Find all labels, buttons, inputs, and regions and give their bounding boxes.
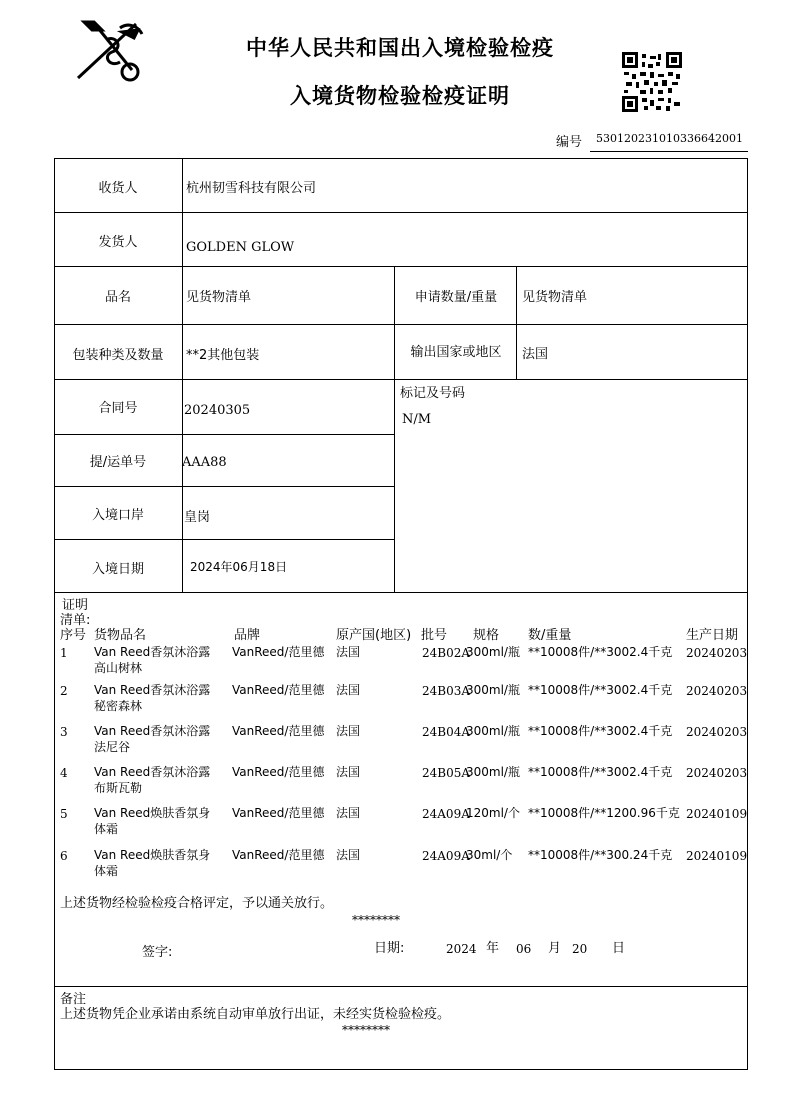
- goods-cell-name-line2: 高山树林: [94, 661, 143, 675]
- goods-cell-qty: **10008件/**3002.4千克: [528, 683, 673, 697]
- goods-cell-prod-date: 20240203: [686, 766, 748, 780]
- goods-cell-prod-date: 20240203: [686, 725, 748, 739]
- table-border-right: [747, 158, 748, 1070]
- certificate-title: 证明: [62, 598, 89, 613]
- goods-cell-name1: Van Reed焕肤香氛身: [94, 848, 211, 862]
- origin-country-value: 法国: [522, 347, 549, 362]
- goods-cell-spec: 300ml/瓶: [466, 765, 520, 779]
- goods-cell-batch: 24B04A: [422, 725, 471, 739]
- sign-month-unit: 月: [548, 941, 562, 956]
- goods-cell-origin: 法国: [336, 806, 361, 820]
- goods-cell-name1: Van Reed焕肤香氛身: [94, 806, 211, 820]
- goods-cell-batch: 24A09A: [422, 849, 470, 863]
- col-header-origin: 原产国(地区): [336, 628, 412, 643]
- goods-cell-spec: 300ml/瓶: [466, 724, 520, 738]
- quantity-value: 见货物清单: [522, 290, 588, 305]
- goods-cell-origin: 法国: [336, 645, 361, 659]
- sign-date-label: 日期:: [374, 941, 405, 956]
- list-title: 清单:: [60, 613, 91, 628]
- goods-cell-name1: Van Reed香氛沐浴露: [94, 645, 211, 659]
- goods-cell-qty: **10008件/**1200.96千克: [528, 806, 680, 820]
- goods-cell-prod-date: 20240109: [686, 849, 748, 863]
- goods-cell-qty: **10008件/**3002.4千克: [528, 724, 673, 738]
- goods-cell-origin: 法国: [336, 765, 361, 779]
- goods-cell-batch: 24B03A: [422, 684, 471, 698]
- goods-cell-brand: VanReed/范里德: [232, 645, 325, 659]
- goods-cell-brand: VanReed/范里德: [232, 683, 325, 697]
- table-border-bottom: [54, 1069, 748, 1070]
- goods-cell-name-line2: 体霜: [94, 822, 119, 836]
- goods-cell-name1: Van Reed香氛沐浴露: [94, 724, 211, 738]
- sign-day: 20: [572, 942, 588, 956]
- origin-country-label: 输出国家或地区: [410, 345, 502, 360]
- goods-cell-spec: 30ml/个: [466, 848, 513, 862]
- sign-day-unit: 日: [612, 941, 626, 956]
- entry-port-value: 皇岗: [184, 510, 211, 525]
- goods-cell-seq: 2: [60, 684, 68, 698]
- goods-cell-seq: 5: [60, 807, 68, 821]
- goods-cell-name1: Van Reed香氛沐浴露: [94, 765, 211, 779]
- bill-of-lading-value: AAA88: [182, 455, 227, 470]
- col-header-name: 货物品名: [94, 628, 147, 643]
- sign-month: 06: [516, 942, 532, 956]
- goods-cell-seq: 1: [60, 646, 68, 660]
- goods-cell-origin: 法国: [336, 724, 361, 738]
- document-subtitle: 入境货物检验检疫证明: [290, 84, 510, 108]
- row-divider: [54, 212, 748, 213]
- goods-cell-spec: 300ml/瓶: [466, 645, 520, 659]
- consignee-value: 杭州韧雪科技有限公司: [186, 181, 317, 196]
- consignee-label: 收货人: [98, 181, 138, 196]
- contract-value: 20240305: [184, 403, 251, 418]
- goods-cell-brand: VanReed/范里德: [232, 848, 325, 862]
- goods-cell-batch: 24A09A: [422, 807, 470, 821]
- document-title: 中华人民共和国出入境检验检疫: [246, 36, 554, 60]
- goods-cell-brand: VanReed/范里德: [232, 724, 325, 738]
- bill-of-lading-label: 提/运单号: [89, 455, 147, 470]
- goods-cell-name-line2: 法尼谷: [94, 740, 131, 754]
- column-divider: [394, 266, 395, 593]
- entry-port-label: 入境口岸: [91, 508, 144, 523]
- goods-cell-seq: 6: [60, 849, 68, 863]
- goods-cell-seq: 3: [60, 725, 68, 739]
- product-value: 见货物清单: [186, 290, 252, 305]
- row-divider: [54, 592, 748, 593]
- certificate-number: 530120231010336642001: [596, 132, 743, 145]
- number-underline: [590, 151, 748, 152]
- consignor-label: 发货人: [98, 235, 138, 250]
- sign-year-unit: 年: [486, 941, 500, 956]
- goods-cell-qty: **10008件/**300.24千克: [528, 848, 673, 862]
- column-divider: [516, 266, 517, 380]
- goods-cell-spec: 300ml/瓶: [466, 683, 520, 697]
- goods-cell-batch: 24B02A: [422, 646, 471, 660]
- contract-label: 合同号: [98, 401, 138, 416]
- row-divider: [54, 986, 748, 987]
- conclusion-stars: ********: [352, 913, 400, 927]
- row-divider: [54, 434, 394, 435]
- table-border-top: [54, 158, 748, 159]
- goods-cell-origin: 法国: [336, 683, 361, 697]
- goods-cell-seq: 4: [60, 766, 68, 780]
- column-divider: [182, 158, 183, 593]
- row-divider: [54, 486, 394, 487]
- row-divider: [54, 379, 748, 380]
- row-divider: [54, 324, 748, 325]
- remarks-label: 备注: [60, 992, 87, 1007]
- entry-date-value: 2024年06月18日: [190, 560, 288, 574]
- goods-cell-qty: **10008件/**3002.4千克: [528, 645, 673, 659]
- qr-code: [622, 52, 682, 112]
- signature-label: 签字:: [142, 945, 173, 960]
- goods-cell-prod-date: 20240203: [686, 684, 748, 698]
- goods-cell-origin: 法国: [336, 848, 361, 862]
- package-label: 包装种类及数量: [72, 348, 164, 363]
- goods-cell-brand: VanReed/范里德: [232, 806, 325, 820]
- goods-cell-qty: **10008件/**3002.4千克: [528, 765, 673, 779]
- goods-cell-prod-date: 20240203: [686, 646, 748, 660]
- marks-label: 标记及号码: [400, 386, 466, 401]
- goods-cell-name1: Van Reed香氛沐浴露: [94, 683, 211, 697]
- quantity-label: 申请数量/重量: [414, 290, 498, 305]
- remarks-stars: ********: [342, 1023, 390, 1037]
- col-header-spec: 规格: [473, 628, 500, 643]
- goods-cell-prod-date: 20240109: [686, 807, 748, 821]
- col-header-production-date: 生产日期: [686, 628, 739, 643]
- conclusion-text: 上述货物经检验检疫合格评定，予以通关放行。: [60, 896, 334, 911]
- goods-cell-name-line2: 体霜: [94, 864, 119, 878]
- number-label: 编号: [556, 135, 583, 150]
- marks-value: N/M: [402, 412, 432, 427]
- goods-cell-name-line2: 布斯瓦勒: [94, 781, 143, 795]
- remarks-text: 上述货物凭企业承诺由系统自动审单放行出证，未经实货检验检疫。: [60, 1007, 451, 1022]
- package-value: **2其他包装: [186, 348, 260, 363]
- col-header-qty: 数/重量: [528, 628, 572, 643]
- sign-year: 2024: [446, 942, 477, 956]
- consignor-value: GOLDEN GLOW: [186, 240, 295, 255]
- goods-cell-batch: 24B05A: [422, 766, 471, 780]
- col-header-brand: 品牌: [234, 628, 261, 643]
- goods-cell-brand: VanReed/范里德: [232, 765, 325, 779]
- product-label: 品名: [104, 290, 131, 305]
- goods-cell-name-line2: 秘密森林: [94, 699, 143, 713]
- col-header-seq: 序号: [60, 628, 87, 643]
- row-divider: [54, 539, 394, 540]
- goods-cell-spec: 120ml/个: [466, 806, 520, 820]
- row-divider: [54, 266, 748, 267]
- entry-date-label: 入境日期: [91, 562, 144, 577]
- col-header-batch: 批号: [421, 628, 448, 643]
